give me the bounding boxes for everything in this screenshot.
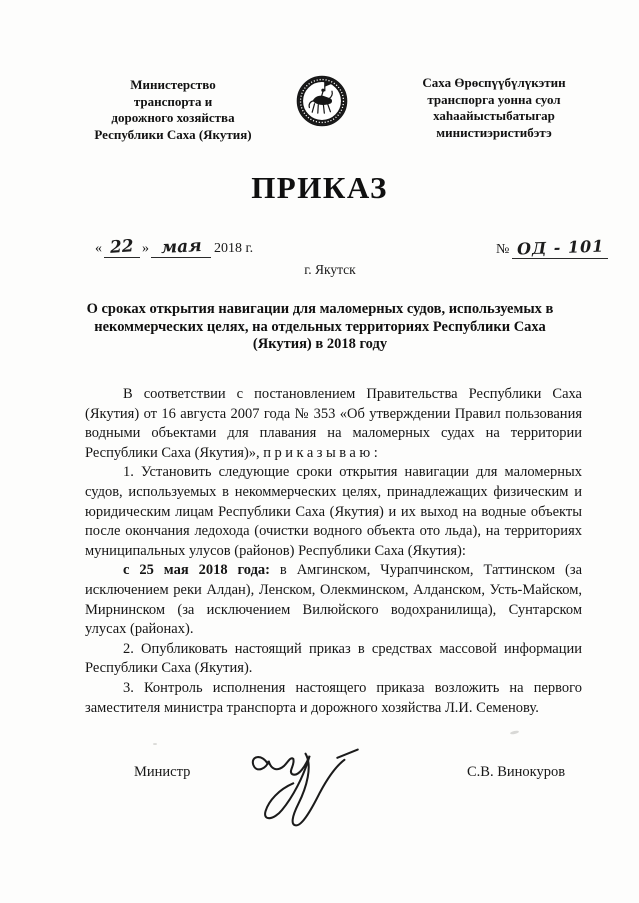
header-line: транспорта и	[133, 93, 213, 109]
header-line: хаһаайыстыбатыгар	[433, 108, 555, 123]
scan-speck	[510, 730, 519, 735]
ministry-name-yakut	[384, 75, 604, 141]
year-label: 2018 г.	[214, 241, 254, 256]
header-line: Саха Өрөспүүбүлүкэтин	[422, 75, 566, 90]
preamble-text: В соответствии с постановлением Правительства Республики Саха (Якутия) от 16 августа 2007 года № 353 «Об утверждении Правил пользования водными объектами для плавания на маломерных судах на территории Республики Саха (Якутия)»,	[85, 386, 582, 461]
header-line: Республики Саха (Якутия)	[94, 126, 252, 142]
paragraph-item-1: 1. Установить следующие сроки открытия навигации для маломерных судов, используемых в некоммерческих целях, принадлежащих физическим и юридическим лицам Республики Саха (Якутия) и их выход на водные объекты после окончания ледохода (очистки водного объекта ото льда), на территориях муниципальных улусов (районов) Республики Саха (Якутия):	[85, 464, 582, 559]
ministry-name-russian	[66, 77, 280, 143]
quote-close: »	[142, 241, 149, 256]
place-line: г. Якутск	[304, 262, 356, 277]
districts-list: в Амгинском, Чурапчинском, Таттинском (за исключением реки Алдан), Ленском, Олекминском, Алданском, Усть-Майском, Мирнинском (за исключением Вилюйского водохранилища), Сунтарском улусах (районах).	[85, 562, 583, 638]
number-blank	[512, 236, 608, 259]
signatory-role: Министр	[134, 764, 191, 780]
signatory-name: С.В. Винокуров	[467, 764, 566, 780]
date-line	[95, 235, 254, 259]
handwritten-month: мая	[160, 235, 202, 259]
document-title: ПРИКАЗ	[251, 170, 388, 205]
header-line: министиэристибэтэ	[436, 124, 552, 140]
paragraph-item-3: 3. Контроль исполнения настоящего приказа возложить на первого заместителя министра транспорта и дорожного хозяйства Л.И. Семенову.	[85, 679, 582, 716]
number-line	[496, 236, 608, 259]
handwritten-number: ОД - 101	[516, 236, 605, 259]
header-line: дорожного хозяйства	[111, 110, 235, 125]
paragraph-dates	[85, 561, 582, 639]
subject-heading: О сроках открытия навигации для маломерных судов, используемых в некоммерческих целях, на отдельных территориях Республики Саха (Якутия) в 2018 году	[86, 301, 554, 353]
scan-speck	[153, 743, 157, 745]
number-sign: №	[496, 242, 510, 257]
header-line: транспорга уонна суол	[427, 91, 561, 107]
month-blank	[151, 235, 211, 259]
navigation-date-bold: с 25 мая 2018 года:	[123, 562, 270, 579]
emphasized-order-word: приказываю	[263, 444, 374, 461]
sakha-coat-of-arms-seal-icon	[294, 73, 350, 129]
body-text	[85, 385, 582, 718]
handwritten-signature-icon	[240, 740, 368, 838]
handwritten-day: 22	[109, 236, 135, 258]
day-blank	[104, 236, 140, 258]
header-line: Министерство	[130, 77, 216, 92]
preamble-tail: :	[373, 444, 378, 461]
quote-open: «	[95, 241, 102, 256]
paragraph-preamble	[85, 385, 582, 463]
paragraph-item-2: 2. Опубликовать настоящий приказ в средствах массовой информации Республики Саха (Якутия).	[85, 640, 582, 677]
